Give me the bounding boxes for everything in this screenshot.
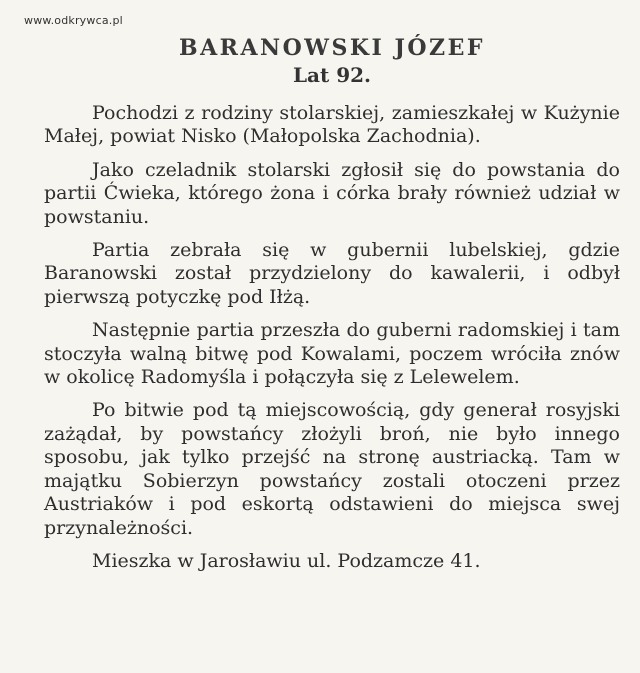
paragraph-residence: Mieszka w Jarosławiu ul. Podzamcze 41. <box>92 549 481 572</box>
paragraph-joining: Jako czeladnik stolarski zgłosił się do powstania do partii Ćwieka, którego żona i córka brały również udział w powstaniu. <box>44 158 620 228</box>
watermark-text: www.odkrywca.pl <box>24 14 123 27</box>
paragraph-first-skirmish: Partia zebrała się w gubernii lubelskiej, gdzie Baranowski został przydzielony do kawalerii, i odbył pierwszą potyczkę pod Iłżą. <box>44 239 620 308</box>
person-name-heading: BARANOWSKI JÓZEF <box>179 35 485 61</box>
paragraph-origin: Pochodzi z rodziny stolarskiej, zamieszkałej w Kużynie Małej, powiat Nisko (Małopolska Zachodnia). <box>44 102 620 148</box>
paragraph-aftermath: Po bitwie pod tą miejscowością, gdy generał rosyjski zażądał, by powstańcy złożyli broń, nie było innego sposobu, jak tylko przejść na stronę austriacką. Tam w majątku Sobierzyn powstańcy zostali otoczeni przez Austriaków i pod eskortą odstawieni do miejsca swej przynależności. <box>44 399 620 539</box>
document-page <box>44 34 620 573</box>
age-subheading: Lat 92. <box>292 63 372 87</box>
paragraph-battle: Następnie partia przeszła do guberni radomskiej i tam stoczyła walną bitwę pod Kowalami, poczem wróciła znów w okolicę Radomyśla i połączyła się z Lelewelem. <box>44 319 620 389</box>
